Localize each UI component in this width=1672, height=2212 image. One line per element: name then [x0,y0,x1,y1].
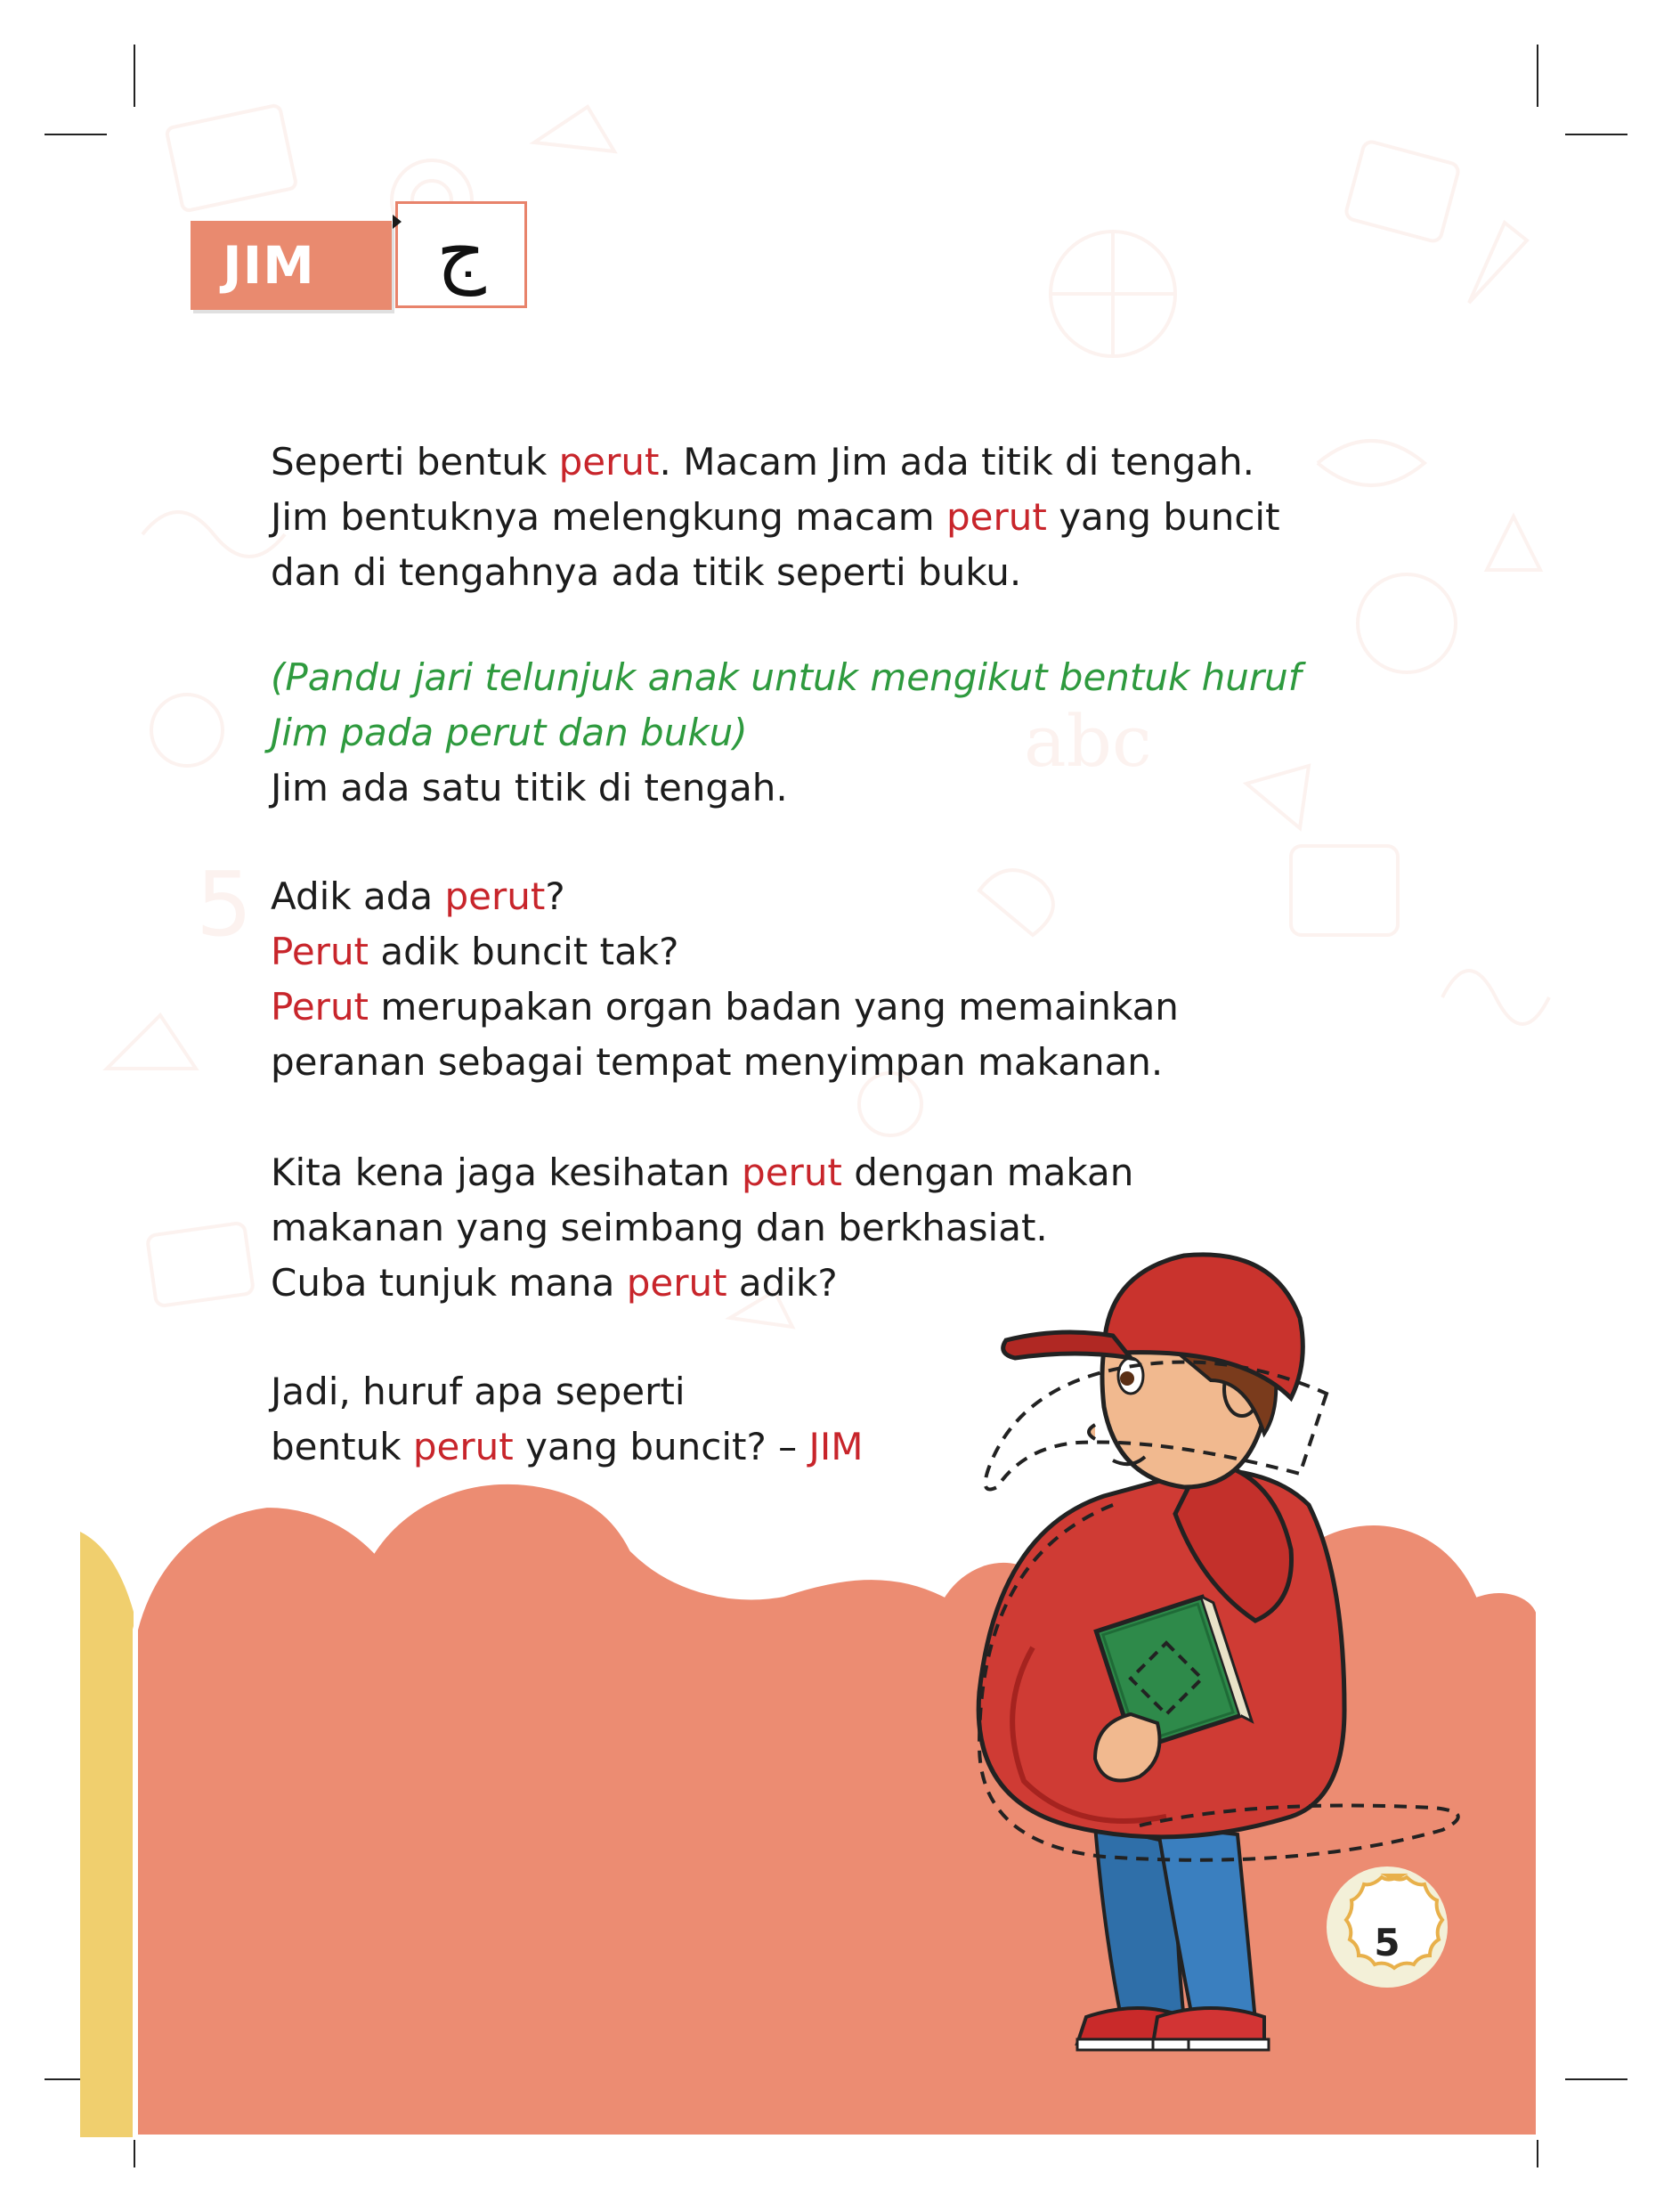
paragraph-1 [271,435,1428,600]
text-line: bentuk perut yang buncit? – JIM [271,1425,864,1468]
paragraph-3 [271,869,1428,1090]
yellow-side-strip [80,1532,134,2137]
text-line: Perut adik buncit tak? [271,930,679,973]
paragraph-4 [271,1145,1428,1311]
page-number [1329,1887,1445,2003]
text-line: Seperti bentuk perut. Macam Jim ada titik di tengah. [271,440,1254,484]
text-line: peranan sebagai tempat menyimpan makanan. [271,1040,1164,1084]
svg-text:abc: abc [1024,700,1152,783]
text-line: Jim bentuknya melengkung macam perut yang buncit [271,495,1280,539]
letter-name-banner [191,221,392,310]
text-line: dan di tengahnya ada titik seperti buku. [271,550,1022,594]
letter-name-title: JIM [223,235,315,296]
instruction-line: (Pandu jari telunjuk anak untuk mengikut bentuk huruf [271,655,1302,699]
text-line: Perut merupakan organ badan yang memainkan [271,985,1179,1029]
text-line: Jadi, huruf apa seperti [271,1370,686,1413]
paragraph-2 [271,650,1428,816]
arabic-letter-box [395,201,527,308]
text-line: Adik ada perut? [271,874,565,918]
text-line: Cuba tunjuk mana perut adik? [271,1261,838,1305]
text-line: Kita kena jaga kesihatan perut dengan makan [271,1151,1134,1194]
text-line: Jim ada satu titik di tengah. [271,766,788,809]
arabic-letter: ج [436,207,486,297]
svg-text:5: 5 [196,852,253,956]
paragraph-5 [271,1364,1428,1475]
page-number-label: 5 [1374,1921,1400,1964]
text-line: makanan yang seimbang dan berkhasiat. [271,1206,1048,1249]
instruction-line: Jim pada perut dan buku) [271,711,748,754]
